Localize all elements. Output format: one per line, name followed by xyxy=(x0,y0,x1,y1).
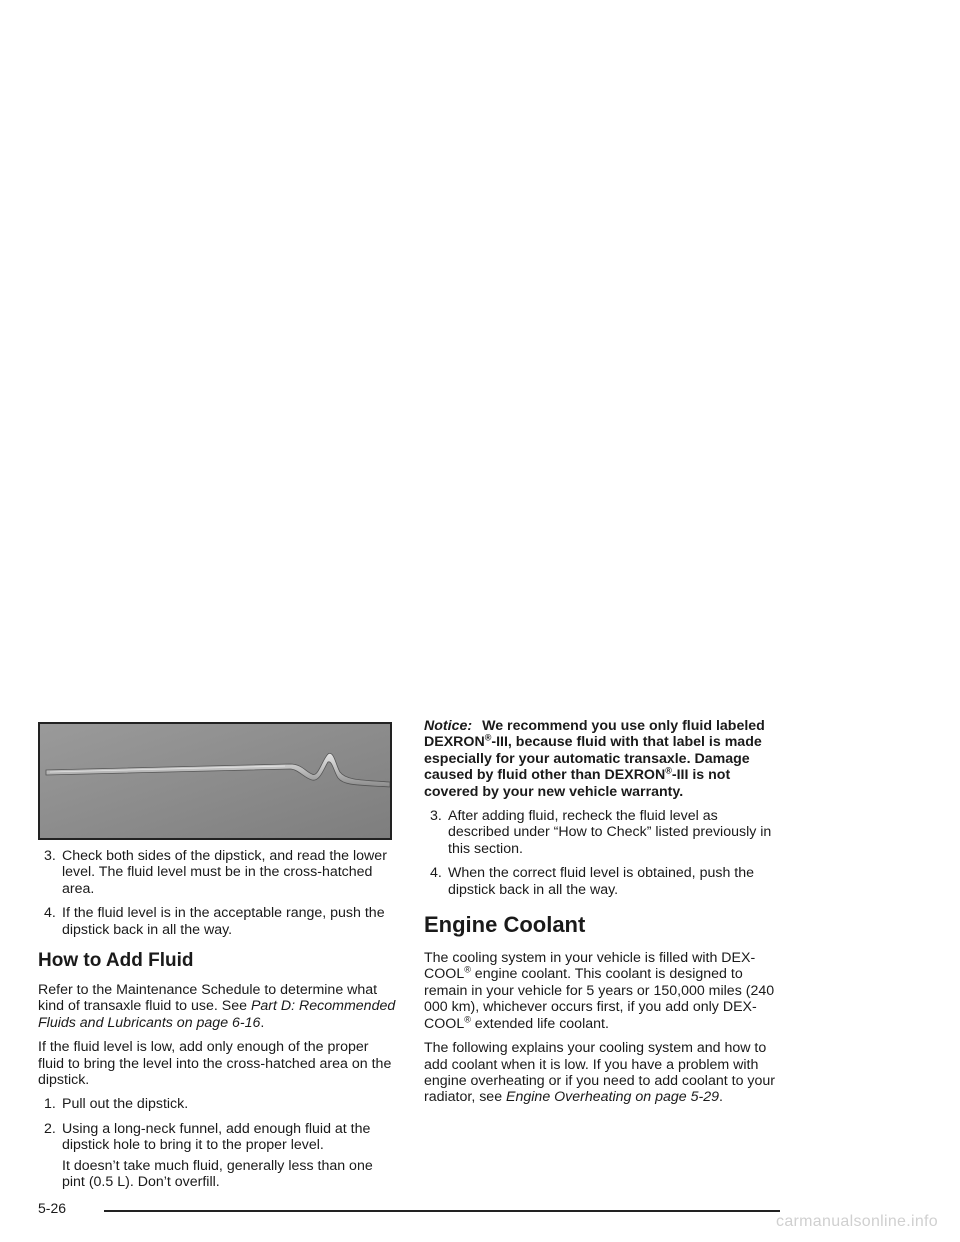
list-item: 3. Check both sides of the dipstick, and read the lower level. The fluid level must be in the cross-hatched area. xyxy=(44,848,387,897)
list-item: 4. When the correct fluid level is obtained, push the dipstick back in all the way. xyxy=(430,865,754,898)
list-item: 2. Using a long-neck funnel, add enough fluid at the dipstick hole to bring it to the proper level. xyxy=(44,1120,371,1154)
right-column xyxy=(424,718,782,1114)
paragraph: The cooling system in your vehicle is filled with DEX-COOL® engine coolant. This coolant is designed to remain in your vehicle for 5 years or 150,000 miles (240 000 km), whichever occurs first, if you add only DEX-COOL® extended life coolant. xyxy=(424,950,775,1032)
dipstick-image xyxy=(40,724,390,838)
list-item: 1. Pull out the dipstick. xyxy=(44,1096,189,1113)
paragraph: Refer to the Maintenance Schedule to determine what kind of transaxle fluid to use. See Part D: Recommended Fluids and Lubricants on page 6-16. xyxy=(38,982,396,1031)
footer-divider xyxy=(104,1210,780,1212)
section-heading-how-to-add-fluid: How to Add Fluid xyxy=(38,950,194,972)
step-note: It doesn’t take much fluid, generally less than one pint (0.5 L). Don’t overfill. xyxy=(62,1157,373,1191)
registered-mark: ® xyxy=(464,964,471,975)
paragraph: The following explains your cooling system and how to add coolant when it is low. If you have a problem with engine overheating or if you need to add coolant to your radiator, see Engine Overheating on page 5-29. xyxy=(424,1040,775,1106)
left-column xyxy=(38,722,396,1199)
section-heading-engine-coolant: Engine Coolant xyxy=(424,912,586,938)
registered-mark: ® xyxy=(665,765,672,776)
page-reference-link[interactable]: Engine Overheating on page 5-29 xyxy=(506,1089,720,1106)
list-item: 4. If the fluid level is in the acceptable range, push the dipstick back in all the way. xyxy=(44,905,385,938)
notice-label: Notice: xyxy=(424,718,473,734)
list-item: 3. After adding fluid, recheck the fluid level as described under “How to Check” listed previously in this section. xyxy=(430,808,772,857)
watermark: carmanualsonline.info xyxy=(776,1213,938,1230)
page-reference-link[interactable]: Part D: Recommended Fluids and Lubricants on page 6-16 xyxy=(38,998,396,1031)
page-number: 5-26 xyxy=(38,1200,67,1216)
paragraph: If the fluid level is low, add only enough of the proper fluid to bring the level into the cross-hatched area on the dipstick. xyxy=(38,1039,392,1089)
registered-mark: ® xyxy=(464,1013,471,1024)
registered-mark: ® xyxy=(484,732,492,743)
notice-block: Notice: We recommend you use only fluid labeled DEXRON®-III, because fluid with that label is made especially for your automatic transaxle. Damage caused by fluid other than DEXRON®-III is not covered by your new vehicle warranty. xyxy=(424,718,765,800)
dipstick-illustration xyxy=(38,722,392,840)
